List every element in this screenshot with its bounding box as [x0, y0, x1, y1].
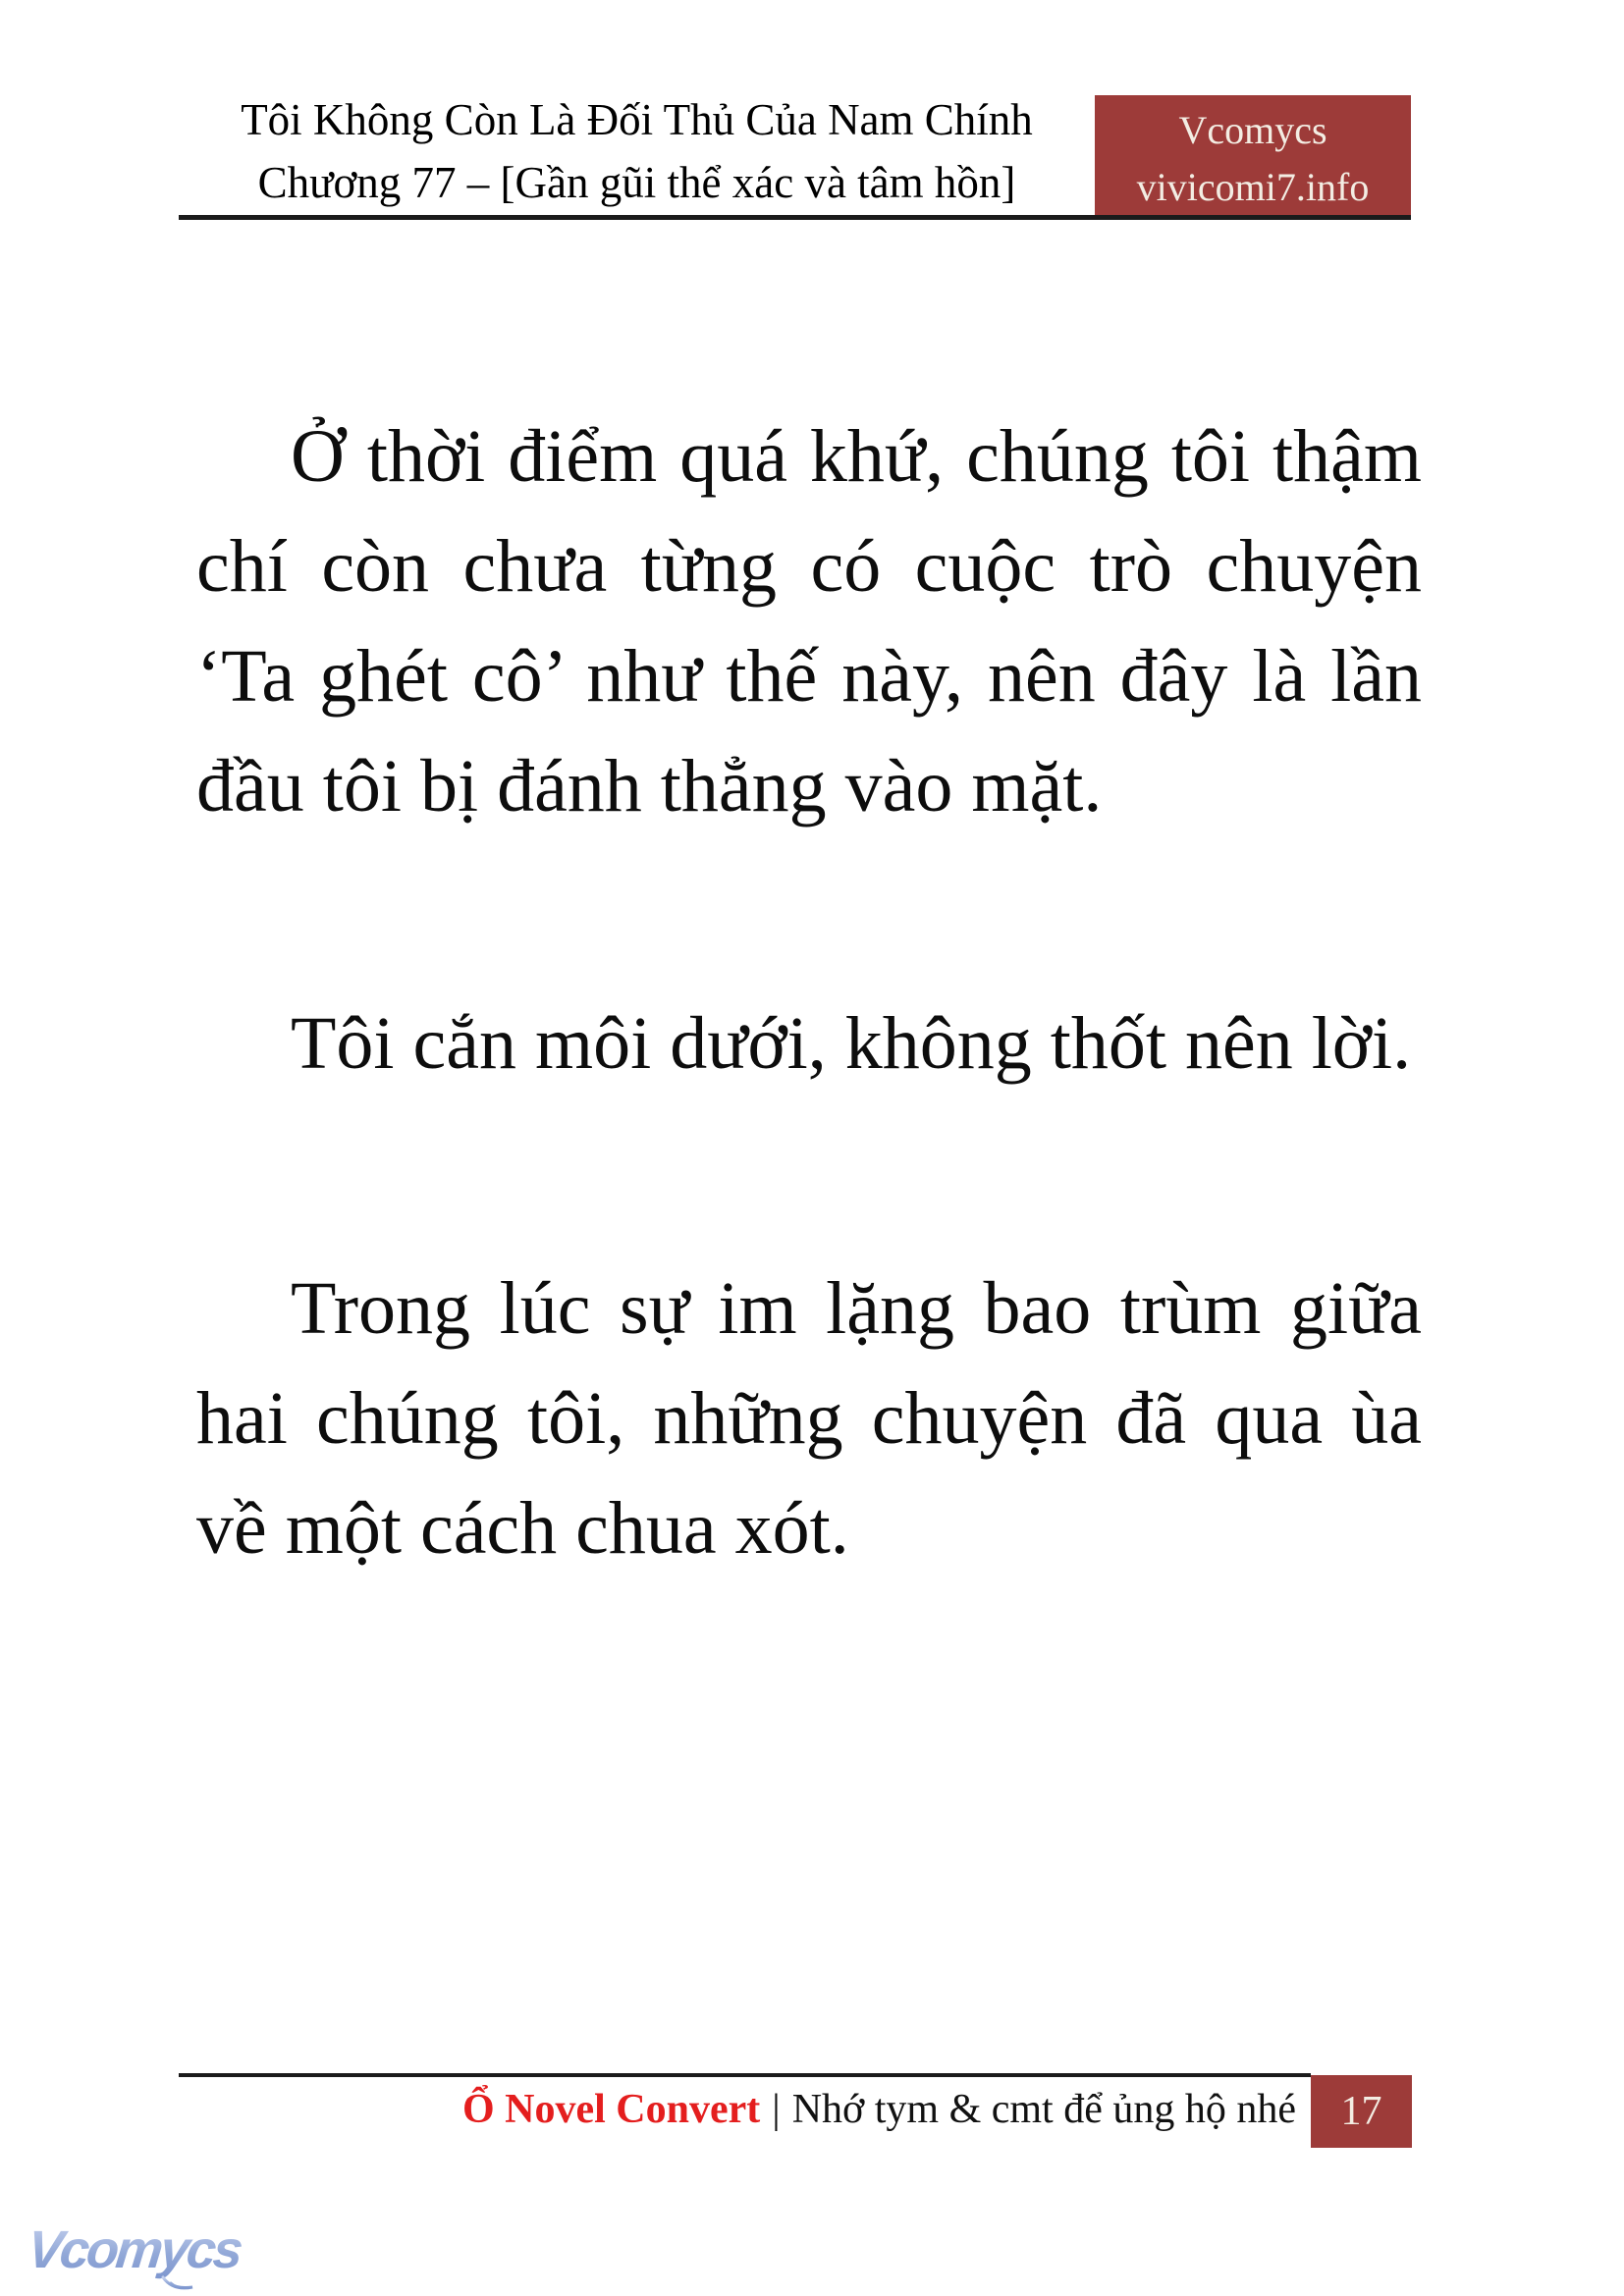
page-header: [179, 88, 1095, 214]
body-paragraph: Trong lúc sự im lặng bao trùm giữa hai chúng tôi, những chuyện đã qua ùa về một cách chua xót.: [196, 1267, 1422, 1570]
body-text: [196, 401, 1422, 1583]
footer-credit: [179, 2082, 1296, 2137]
footer-note: Nhớ tym & cmt để ủng hộ nhé: [791, 2087, 1296, 2132]
footer-separator: |: [772, 2087, 781, 2132]
header-divider: [179, 215, 1411, 220]
footer-divider: [179, 2073, 1311, 2077]
page-number: 17: [1340, 2089, 1382, 2134]
brand-box: [1095, 95, 1411, 220]
footer-brand: Ổ Novel Convert: [461, 2087, 761, 2132]
page-number-badge: [1311, 2075, 1412, 2148]
body-paragraph: Tôi cắn môi dưới, không thốt nên lời.: [291, 1002, 1412, 1085]
body-paragraph: Ở thời điểm quá khứ, chúng tôi thậm chí còn chưa từng có cuộc trò chuyện ‘Ta ghét cô’ như thế này, nên đây là lần đầu tôi bị đánh thẳng vào mặt.: [196, 415, 1422, 828]
watermark-text: Vcomycs: [25, 2220, 244, 2279]
brand-name: Vcomycs: [1178, 108, 1327, 152]
brand-site: vivicomi7.info: [1136, 165, 1370, 209]
vcomycs-watermark-logo: [16, 2197, 310, 2295]
header-title: Tôi Không Còn Là Đối Thủ Của Nam Chính: [241, 95, 1033, 144]
header-chapter: Chương 77 – [Gần gũi thể xác và tâm hồn]: [257, 158, 1016, 207]
